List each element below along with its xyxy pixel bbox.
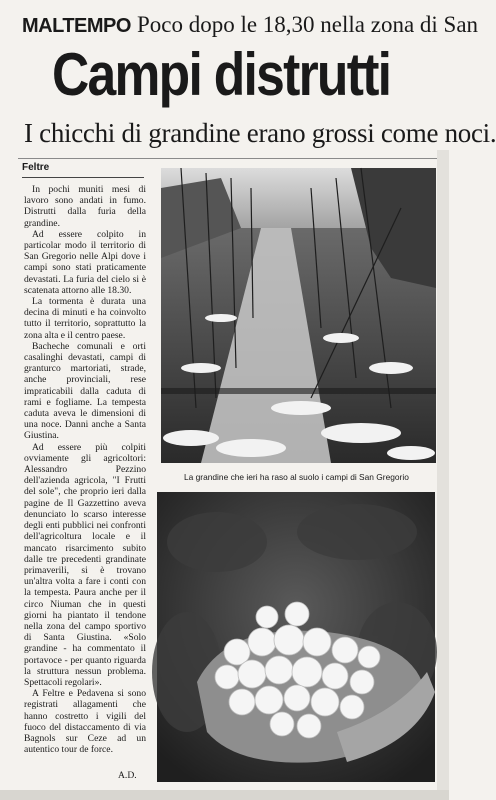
paragraph: A Feltre e Pedavena si sono registrati allagamenti che hanno costretto i vigili del fuoco del distaccamento di via Bagnols sur Ceze ad un autentico tour de force.: [24, 688, 146, 756]
adjacent-column-edge: [437, 150, 449, 800]
hailstones-hand-photo: [157, 492, 435, 782]
article-body: [24, 184, 146, 755]
kicker: [22, 10, 479, 40]
orchard-hail-image: [161, 168, 436, 463]
headline: Campi distrutti: [52, 41, 391, 108]
dateline: Feltre: [22, 162, 50, 173]
photo-caption: La grandine che ieri ha raso al suolo i campi di San Gregorio: [184, 472, 409, 482]
paragraph: La tormenta è durata una decina di minuti e ha coinvolto tutto il territorio, soprattutto la zona alta e il centro paese.: [24, 296, 146, 341]
section-tag: MALTEMPO: [22, 15, 131, 37]
page-bottom-edge: [0, 790, 449, 800]
hailstones-hand-image: [157, 492, 435, 782]
paragraph: Bacheche comunali e orti casalinghi devastati, campi di granturco martoriati, strade, anche provinciali, rese impraticabili dalla caduta di rami e fogliame. La tempesta caduta aveva le dimensioni di una noce. Danni anche a Santa Giustina.: [24, 340, 146, 442]
paragraph: In pochi muniti mesi di lavoro sono andati in fumo. Distrutti dalla furia della grandine.: [24, 184, 146, 229]
subhead: I chicchi di grandine erano grossi come noci.: [24, 118, 496, 148]
author-signature: A.D.: [118, 770, 137, 781]
dateline-rule: [22, 177, 144, 178]
kicker-lead: Poco dopo le 18,30 nella zona di San: [136, 12, 479, 37]
paragraph: Ad essere colpito in particolar modo il territorio di San Gregorio nelle Alpi dove i campi sono stati praticamente devastati. La furia del cielo si è scatenata attorno alle 18.30.: [24, 228, 146, 296]
paragraph: Ad essere più colpiti ovviamente gli agricoltori: Alessandro Pezzino dell'azienda agricola, "I Frutti del sole", che proprio ieri dalla pagine de Il Gazzettino aveva denunciato lo scarso interesse degli enti pubblici nei confronti dell'agricoltura locale e il mancato risarcimento subito dalle tre precedenti grandinate primaverili, si è trovano un'altra volta a fare i conti con la tempesta. Paura anche per il circo Niuman che in questi giorni ha piantato il tendone nella zona del campo sportivo di Santa Giustina. «Solo grandine - ha commentato il portavoce - per quanto riguarda la struttura nessun problema. Spettacoli regolari».: [24, 441, 146, 688]
orchard-hail-photo: [161, 168, 436, 463]
header-rule: [18, 158, 449, 159]
